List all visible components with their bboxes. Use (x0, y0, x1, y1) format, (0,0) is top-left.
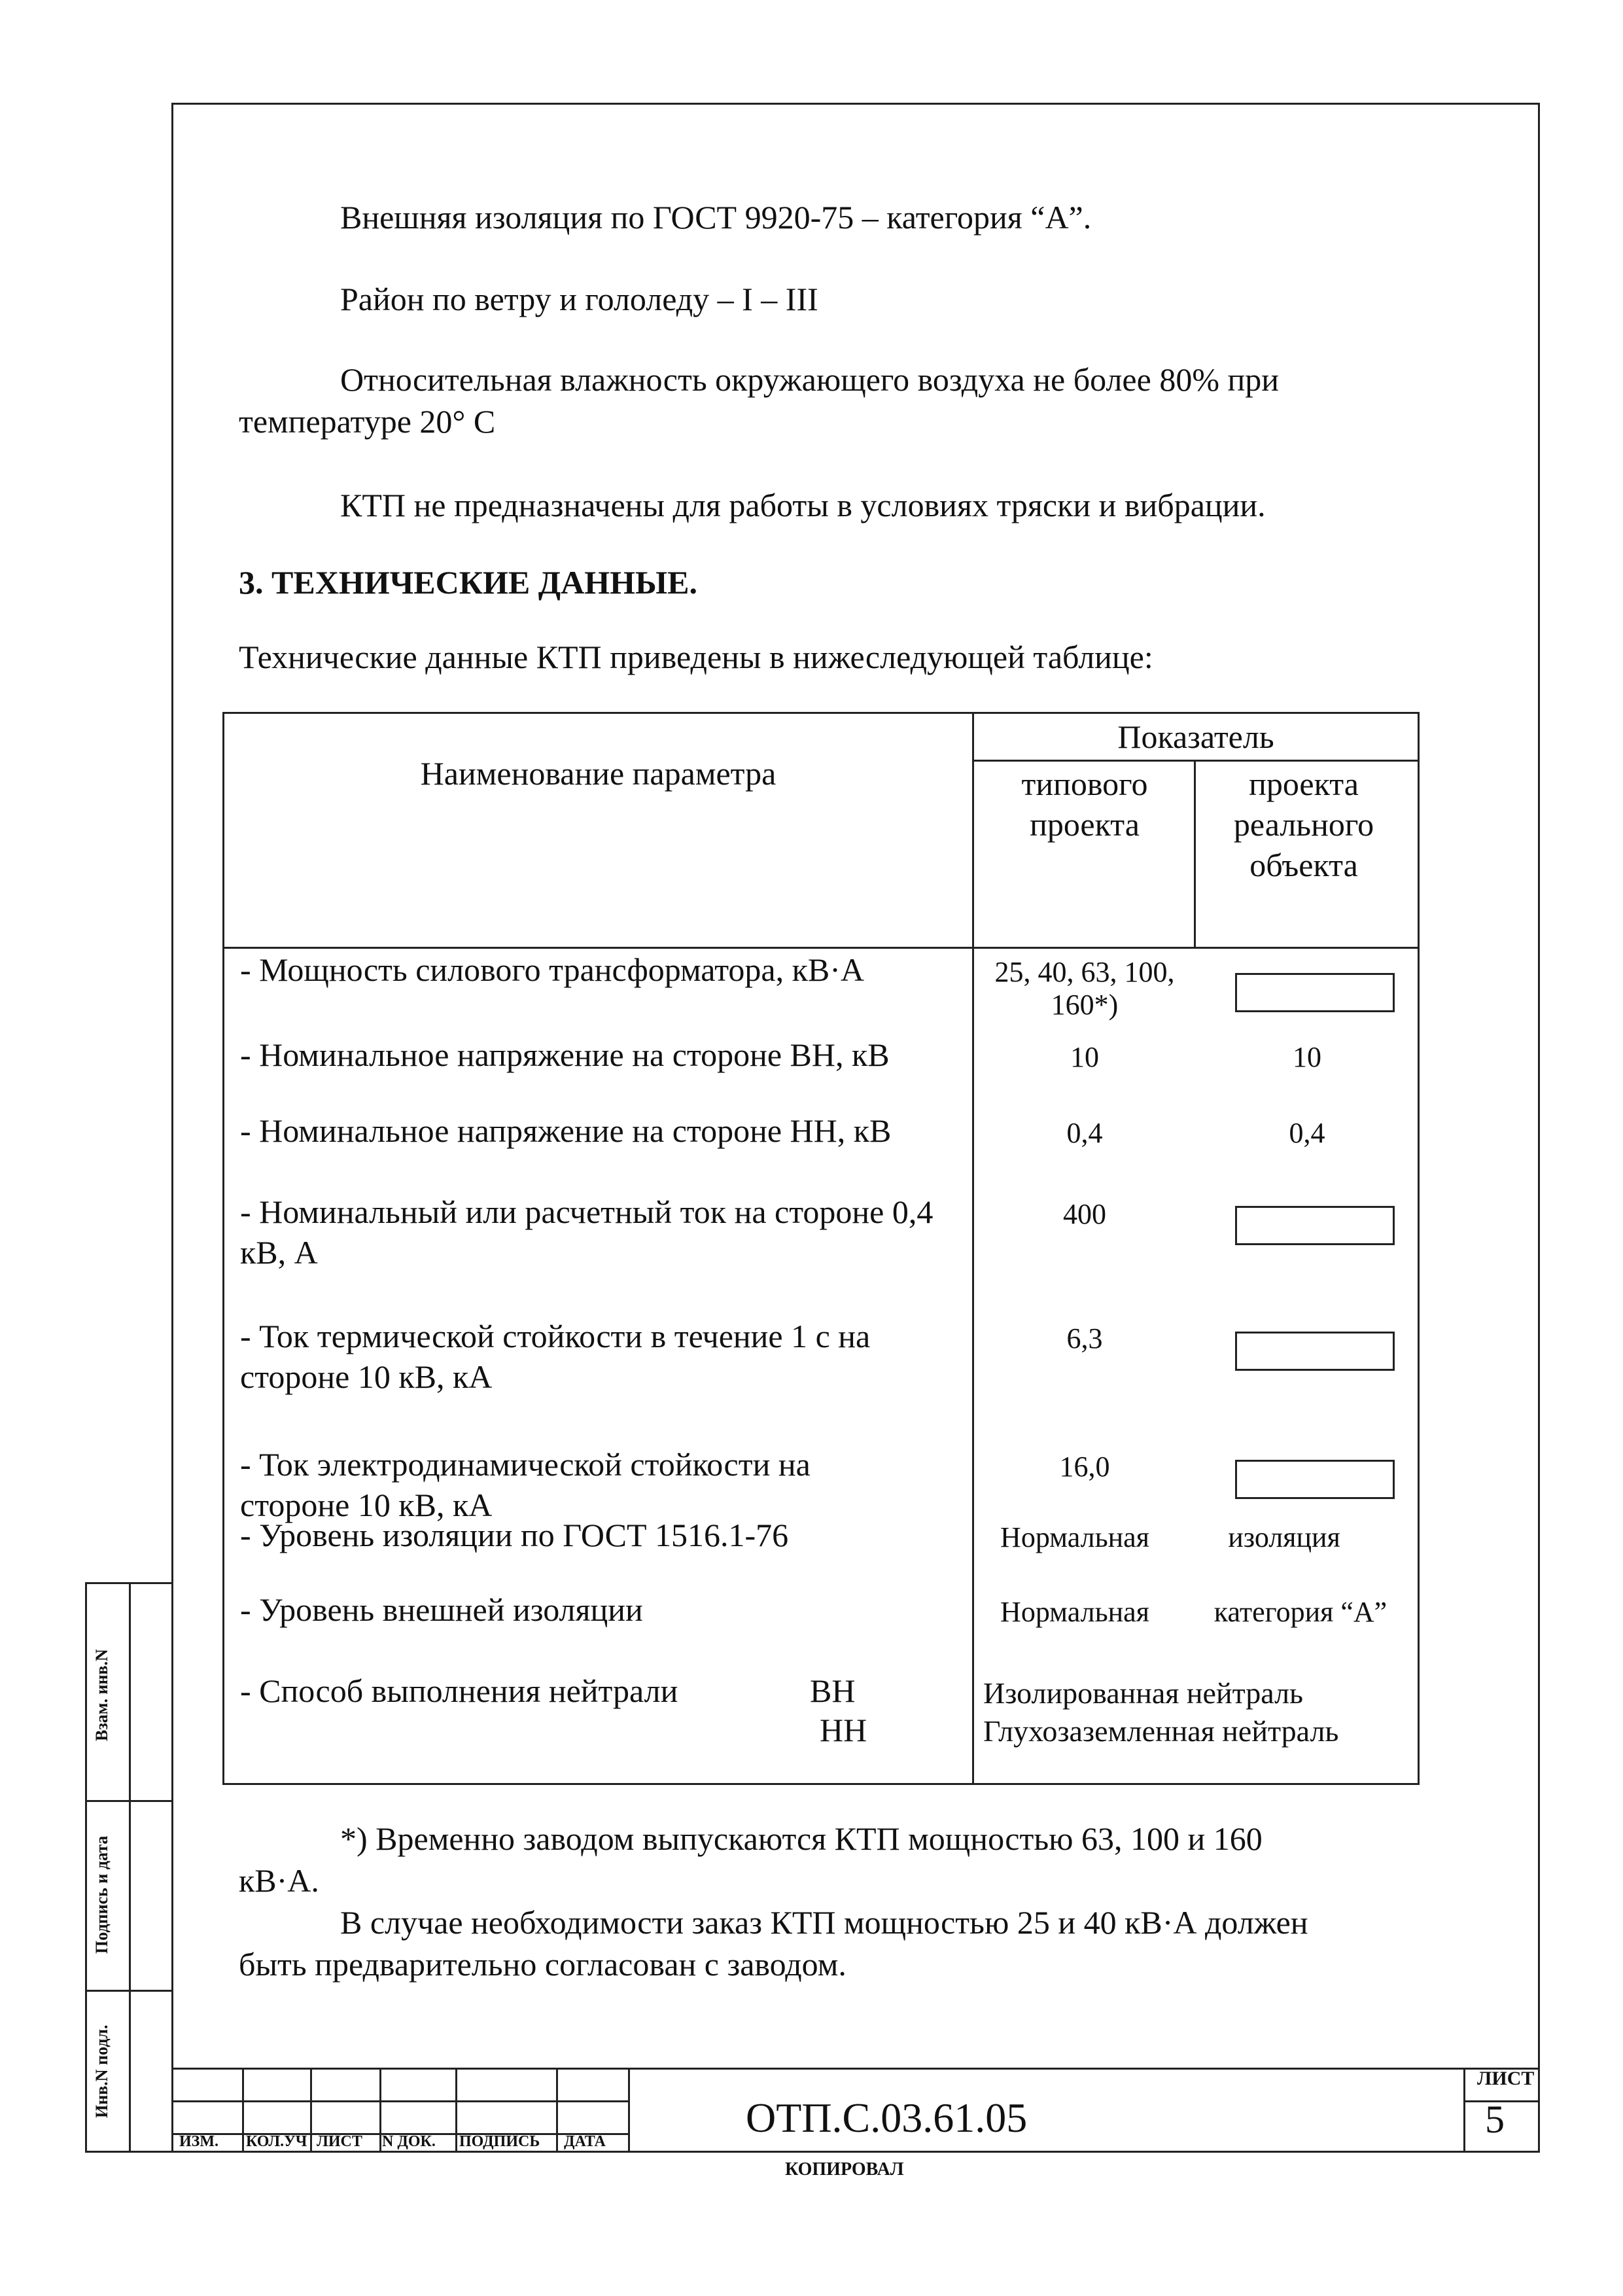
header-typical: типового проекта (1021, 766, 1148, 843)
tb-header-docno: N ДОК. (382, 2133, 436, 2150)
row-neutral-lv-value: Глухозаземленная нейтраль (983, 1714, 1339, 1748)
row-neutral-lv-label: НН (820, 1712, 867, 1748)
side-stamp (85, 1582, 173, 2153)
row-current-param: - Номинальный или расчетный ток на стороне 0,4 кВ, А (240, 1193, 934, 1271)
row-insulation-level-real: изоляция (1228, 1521, 1340, 1553)
header-param: Наименование параметра (420, 755, 777, 792)
footnote-1-cont: кВ·А. (239, 1862, 319, 1899)
para-insulation: Внешняя изоляция по ГОСТ 9920-75 – категория “А”. (340, 199, 1092, 236)
para-humidity-cont: температуре 20° С (239, 403, 496, 440)
tb-header-change: ИЗМ. (179, 2133, 218, 2150)
tb-header-sheet: ЛИСТ (317, 2133, 362, 2150)
para-table-intro: Технические данные КТП приведены в нижеследующей таблице: (239, 639, 1153, 675)
row-thermal-real-box (1235, 1332, 1395, 1371)
row-current-typical: 400 (1063, 1198, 1106, 1230)
footnote-2-cont: быть предварительно согласован с заводом. (239, 1946, 846, 1983)
row-power-typical: 25, 40, 63, 100, 160*) (994, 956, 1175, 1021)
para-humidity: Относительная влажность окружающего воздуха не более 80% при (340, 361, 1279, 398)
row-hv-voltage-param: - Номинальное напряжение на стороне ВН, кВ (240, 1036, 890, 1073)
row-dynamic-real-box (1235, 1460, 1395, 1499)
row-power-real-box (1235, 973, 1395, 1012)
side-label-inventory: Инв.N подл. (92, 2024, 111, 2119)
row-insulation-level-typical: Нормальная (1000, 1521, 1149, 1553)
para-wind-region: Район по ветру и гололеду – I – III (340, 281, 818, 317)
row-external-insulation-real: категория “А” (1213, 1596, 1387, 1628)
footnote-1: *) Временно заводом выпускаются КТП мощностью 63, 100 и 160 (340, 1820, 1263, 1857)
para-vibration: КТП не предназначены для работы в условиях тряски и вибрации. (340, 487, 1266, 523)
row-neutral-param: - Способ выполнения нейтрали (240, 1672, 678, 1709)
header-indicator: Показатель (1117, 718, 1274, 755)
row-current-real-box (1235, 1206, 1395, 1245)
row-lv-voltage-param: - Номинальное напряжение на стороне НН, кВ (240, 1112, 892, 1149)
row-dynamic-typical: 16,0 (1059, 1451, 1110, 1483)
row-thermal-typical: 6,3 (1066, 1322, 1103, 1354)
row-neutral-hv-value: Изолированная нейтраль (983, 1676, 1303, 1710)
row-hv-voltage-typical: 10 (1070, 1041, 1099, 1073)
header-real: проекта реального объекта (1233, 766, 1374, 883)
row-dynamic-param: - Ток электродинамической стойкости на стороне 10 кВ, кА (240, 1446, 811, 1523)
section-heading: 3. ТЕХНИЧЕСКИЕ ДАННЫЕ. (239, 564, 697, 601)
technical-data-table (222, 712, 1420, 1785)
row-lv-voltage-real: 0,4 (1289, 1117, 1325, 1149)
row-insulation-level-param: - Уровень изоляции по ГОСТ 1516.1-76 (240, 1517, 789, 1553)
copied-stamp: КОПИРОВАЛ (785, 2159, 904, 2180)
tb-header-signature: ПОДПИСЬ (459, 2133, 540, 2150)
row-external-insulation-typical: Нормальная (1000, 1596, 1149, 1628)
row-neutral-hv-label: ВН (810, 1672, 856, 1709)
tb-header-count: КОЛ.УЧ (246, 2133, 307, 2150)
row-hv-voltage-real: 10 (1293, 1041, 1321, 1073)
sheet-label: ЛИСТ (1477, 2068, 1535, 2089)
row-power-param: - Мощность силового трансформатора, кВ·А (240, 951, 864, 988)
row-thermal-param: - Ток термической стойкости в течение 1 с на стороне 10 кВ, кА (240, 1318, 871, 1395)
document-number: ОТП.С.03.61.05 (746, 2094, 1028, 2141)
row-lv-voltage-typical: 0,4 (1066, 1117, 1103, 1149)
side-label-replacement: Взам. инв.N (92, 1649, 111, 1742)
footnote-2: В случае необходимости заказ КТП мощностью 25 и 40 кВ·А должен (340, 1904, 1308, 1941)
side-label-signature: Подпись и дата (92, 1835, 111, 1954)
row-external-insulation-param: - Уровень внешней изоляции (240, 1591, 643, 1628)
tb-header-date: ДАТА (564, 2133, 606, 2150)
sheet-number: 5 (1485, 2098, 1505, 2141)
